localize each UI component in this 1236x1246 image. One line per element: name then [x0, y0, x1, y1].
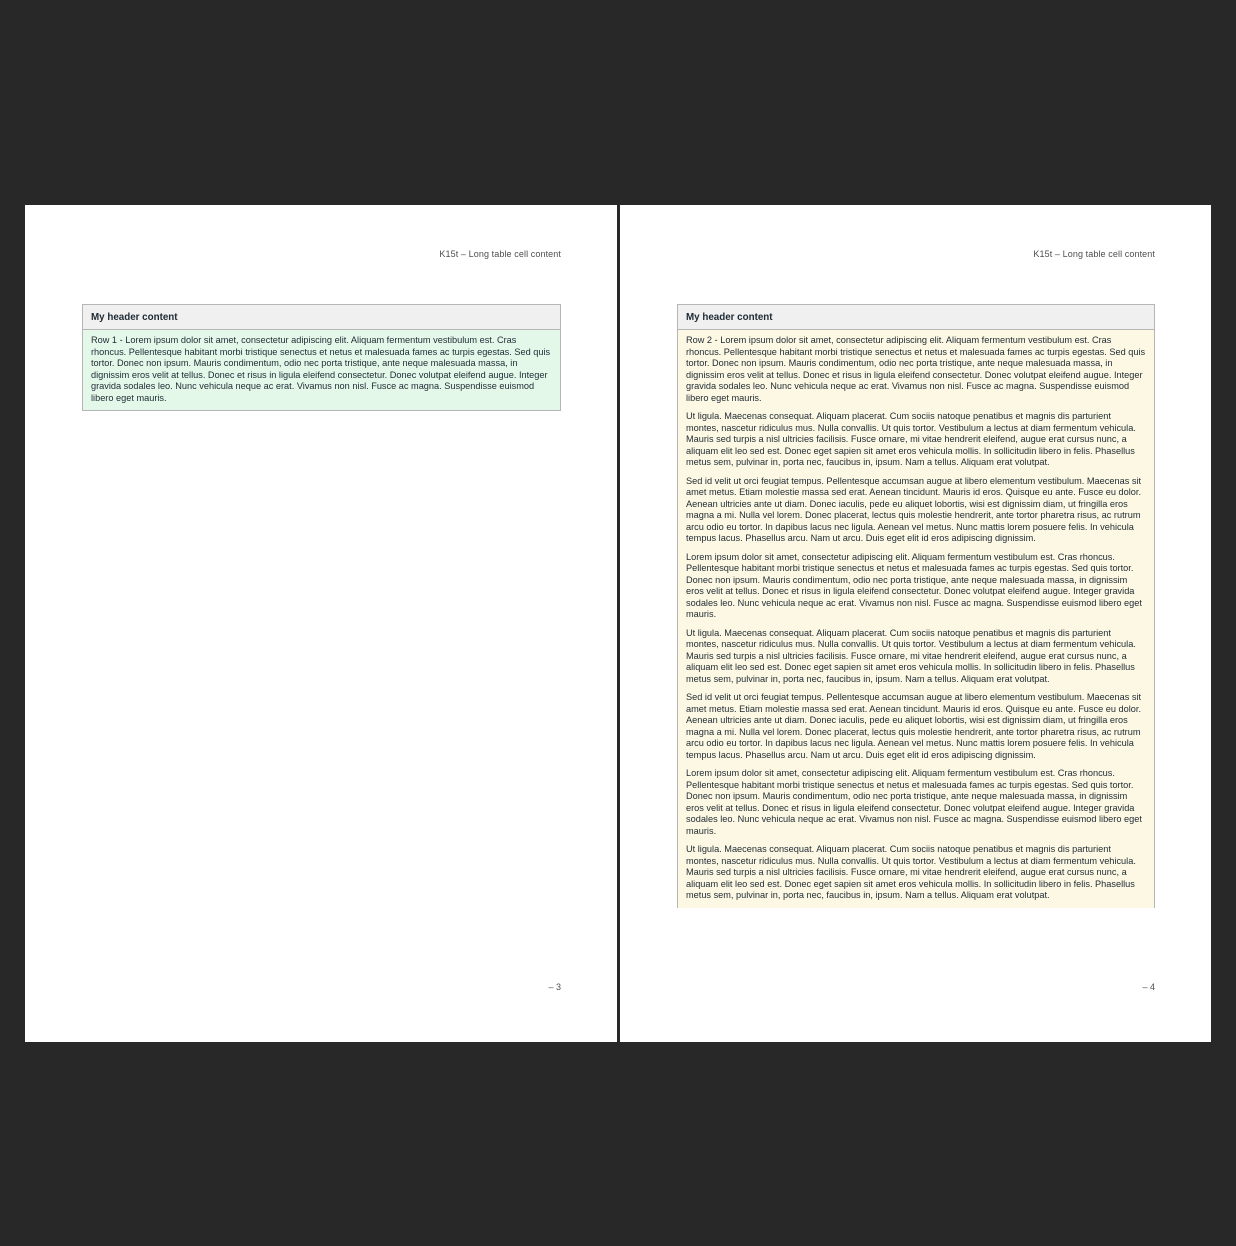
running-header: K15t – Long table cell content — [439, 249, 561, 259]
table-cell-text: Row 1 - Lorem ipsum dolor sit amet, consectetur adipiscing elit. Aliquam fermentum vestibulum est. Cras rhoncus. Pellentesque habitant morbi tristique senectus et netus et malesuada fames ac turpis egestas. Sed quis tortor. Donec non ipsum. Mauris condimentum, odio nec porta tristique, ante neque malesuada massa, in dignissim eros velit at tellus. Donec et risus in ligula eleifend consectetur. Donec volutpat eleifend augue. Integer gravida sodales leo. Nunc vehicula neque ac erat. Vivamus non nisl. Fusce ac magna. Suspendisse euismod libero eget mauris. — [91, 335, 551, 403]
paragraph: Lorem ipsum dolor sit amet, consectetur adipiscing elit. Aliquam fermentum vestibulum est. Cras rhoncus. Pellentesque habitant morbi tristique senectus et netus et malesuada fames ac turpis egestas. Sed quis tortor. Donec non ipsum. Mauris condimentum, odio nec porta tristique, ante neque malesuada massa, in dignissim eros velit at tellus. Donec et risus in ligula eleifend consectetur. Donec volutpat eleifend augue. Integer gravida sodales leo. Nunc vehicula neque ac erat. Vivamus non nisl. Fusce ac magna. Suspendisse euismod libero eget mauris. — [686, 768, 1142, 836]
paragraph: Ut ligula. Maecenas consequat. Aliquam placerat. Cum sociis natoque penatibus et magnis dis parturient montes, nascetur ridiculus mus. Nulla convallis. Ut quis tortor. Vestibulum a lectus at diam fermentum vehicula. Mauris sed turpis a nisl ultricies facilisis. Fusce ornare, mi vitae hendrerit eleifend, augue erat cursus nunc, a aliquam elit leo sed est. Donec eget sapien sit amet eros vehicula mollis. In sollicitudin libero in felis. Phasellus metus sem, pulvinar in, porta nec, faucibus in, ipsum. Nam a tellus. Aliquam erat volutpat. — [686, 411, 1136, 467]
running-header: K15t – Long table cell content — [1033, 249, 1155, 259]
content-table — [677, 304, 1155, 908]
paragraph: Sed id velit ut orci feugiat tempus. Pellentesque accumsan augue at libero elementum vestibulum. Maecenas sit amet metus. Etiam molestie massa sed erat. Aenean tincidunt. Mauris id eros. Quisque eu ante. Fusce eu dolor. Aenean ultricies ante ut diam. Donec iaculis, pede eu aliquet lobortis, wisi est dignissim diam, ut fringilla eros magna a mi. Nulla vel lorem. Donec placerat, lectus quis molestie hendrerit, ante tortor pharetra risus, ac rutrum arcu odio eu tortor. In dapibus lacus nec ligula. Aenean vel metus. Nunc mattis lorem posuere felis. In vehicula tempus lacus. Phasellus arcu. Nam ut arcu. Duis eget elit id eros adipiscing dignissim. — [686, 475, 1142, 543]
table-header-cell: My header content — [678, 305, 1154, 330]
document-page-4 — [620, 205, 1211, 1042]
table-cell-row-1 — [83, 330, 560, 410]
paragraph: Sed id velit ut orci feugiat tempus. Pellentesque accumsan augue at libero elementum vestibulum. Maecenas sit amet metus. Etiam molestie massa sed erat. Aenean tincidunt. Mauris id eros. Quisque eu ante. Fusce eu dolor. Aenean ultricies ante ut diam. Donec iaculis, pede eu aliquet lobortis, wisi est dignissim diam, ut fringilla eros magna a mi. Nulla vel lorem. Donec placerat, lectus quis molestie hendrerit, ante tortor pharetra risus, ac rutrum arcu odio eu tortor. In dapibus lacus nec ligula. Aenean vel metus. Nunc mattis lorem posuere felis. In vehicula tempus lacus. Phasellus arcu. Nam ut arcu. Duis eget elit id eros adipiscing dignissim. — [686, 692, 1142, 760]
content-table — [82, 304, 561, 411]
document-page-3 — [25, 205, 617, 1042]
paragraph: Row 2 - Lorem ipsum dolor sit amet, consectetur adipiscing elit. Aliquam fermentum vestibulum est. Cras rhoncus. Pellentesque habitant morbi tristique senectus et netus et malesuada fames ac turpis egestas. Sed quis tortor. Donec non ipsum. Mauris condimentum, odio nec porta tristique, ante neque malesuada massa, in dignissim eros velit at tellus. Donec et risus in ligula eleifend consectetur. Donec volutpat eleifend augue. Integer gravida sodales leo. Nunc vehicula neque ac erat. Vivamus non nisl. Fusce ac magna. Suspendisse euismod libero eget mauris. — [686, 335, 1146, 403]
table-header-cell: My header content — [83, 305, 560, 330]
paragraph: Ut ligula. Maecenas consequat. Aliquam placerat. Cum sociis natoque penatibus et magnis dis parturient montes, nascetur ridiculus mus. Nulla convallis. Ut quis tortor. Vestibulum a lectus at diam fermentum vehicula. Mauris sed turpis a nisl ultricies facilisis. Fusce ornare, mi vitae hendrerit eleifend, augue erat cursus nunc, a aliquam elit leo sed est. Donec eget sapien sit amet eros vehicula mollis. In sollicitudin libero in felis. Phasellus metus sem, pulvinar in, porta nec, faucibus in, ipsum. Nam a tellus. Aliquam erat volutpat. — [686, 844, 1136, 900]
paragraph: Ut ligula. Maecenas consequat. Aliquam placerat. Cum sociis natoque penatibus et magnis dis parturient montes, nascetur ridiculus mus. Nulla convallis. Ut quis tortor. Vestibulum a lectus at diam fermentum vehicula. Mauris sed turpis a nisl ultricies facilisis. Fusce ornare, mi vitae hendrerit eleifend, augue erat cursus nunc, a aliquam elit leo sed est. Donec eget sapien sit amet eros vehicula mollis. In sollicitudin libero in felis. Phasellus metus sem, pulvinar in, porta nec, faucibus in, ipsum. Nam a tellus. Aliquam erat volutpat. — [686, 627, 1136, 684]
table-cell-row-2 — [678, 330, 1154, 908]
page-number: – 4 — [1142, 982, 1155, 992]
page-number: – 3 — [548, 982, 561, 992]
paragraph: Lorem ipsum dolor sit amet, consectetur adipiscing elit. Aliquam fermentum vestibulum est. Cras rhoncus. Pellentesque habitant morbi tristique senectus et netus et malesuada fames ac turpis egestas. Sed quis tortor. Donec non ipsum. Mauris condimentum, odio nec porta tristique, ante neque malesuada massa, in dignissim eros velit at tellus. Donec et risus in ligula eleifend consectetur. Donec volutpat eleifend augue. Integer gravida sodales leo. Nunc vehicula neque ac erat. Vivamus non nisl. Fusce ac magna. Suspendisse euismod libero eget mauris. — [686, 551, 1142, 619]
